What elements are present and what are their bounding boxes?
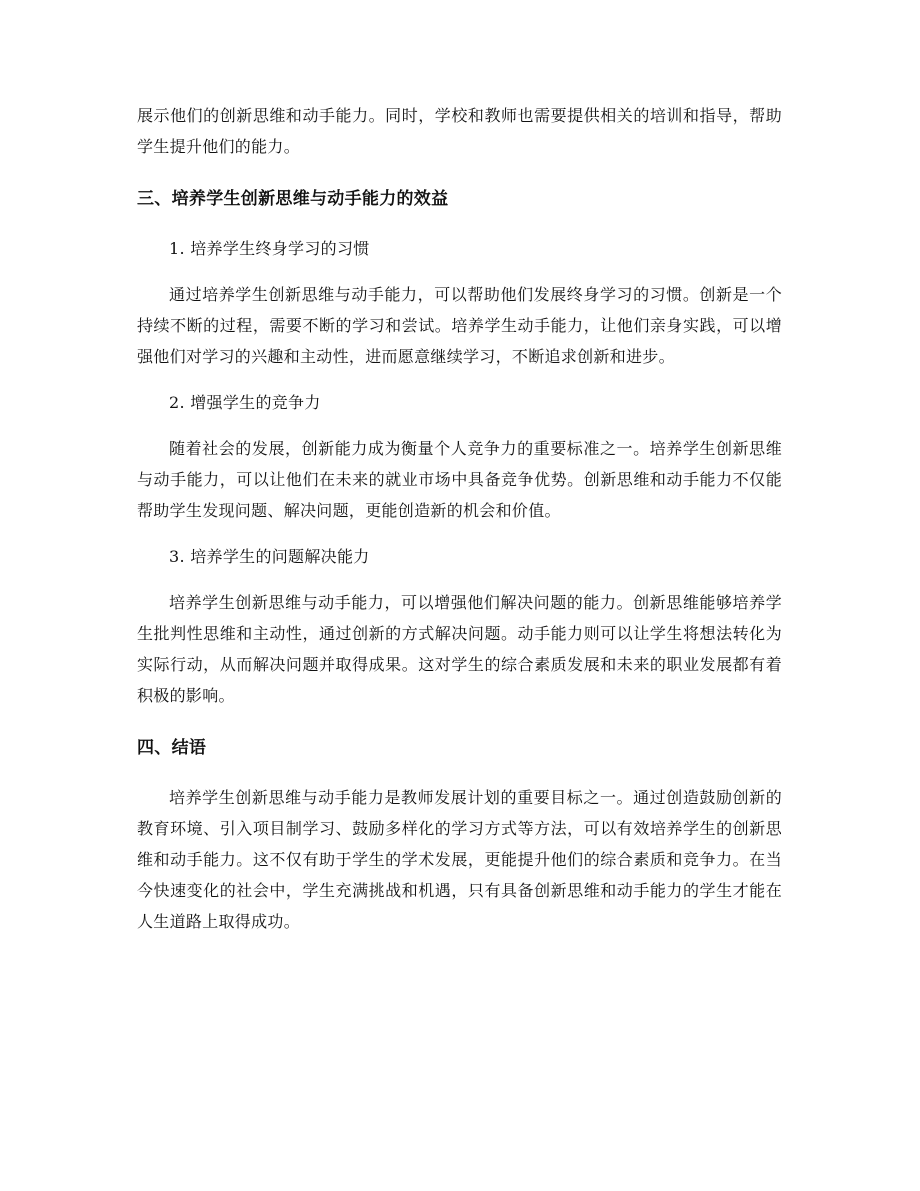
- subsection-title-lifelong-learning: 1. 培养学生终身学习的习惯: [169, 239, 370, 258]
- section-heading-conclusion: 四、结语: [137, 738, 207, 758]
- intro-paragraph: 展示他们的创新思维和动手能力。同时，学校和教师也需要提供相关的培训和指导，帮助学生提升他们的能力。: [137, 106, 782, 156]
- section-heading-benefits: 三、培养学生创新思维与动手能力的效益: [137, 189, 449, 209]
- subsection-title-competitiveness: 2. 增强学生的竞争力: [169, 393, 321, 412]
- paragraph-problem-solving: 培养学生创新思维与动手能力，可以增强他们解决问题的能力。创新思维能够培养学生批判性思维和主动性，通过创新的方式解决问题。动手能力则可以让学生将想法转化为实际行动，从而解决问题并取得成果。这对学生的综合素质发展和未来的职业发展都有着积极的影响。: [137, 593, 782, 705]
- document-content: [137, 100, 782, 937]
- paragraph-competitiveness: 随着社会的发展，创新能力成为衡量个人竞争力的重要标准之一。培养学生创新思维与动手能力，可以让他们在未来的就业市场中具备竞争优势。创新思维和动手能力不仅能帮助学生发现问题、解决问题，更能创造新的机会和价值。: [137, 439, 782, 520]
- subsection-title-problem-solving: 3. 培养学生的问题解决能力: [169, 547, 370, 566]
- paragraph-lifelong-learning: 通过培养学生创新思维与动手能力，可以帮助他们发展终身学习的习惯。创新是一个持续不断的过程，需要不断的学习和尝试。培养学生动手能力，让他们亲身实践，可以增强他们对学习的兴趣和主动性，进而愿意继续学习，不断追求创新和进步。: [137, 285, 782, 366]
- paragraph-conclusion: 培养学生创新思维与动手能力是教师发展计划的重要目标之一。通过创造鼓励创新的教育环境、引入项目制学习、鼓励多样化的学习方式等方法，可以有效培养学生的创新思维和动手能力。这不仅有助于学生的学术发展，更能提升他们的综合素质和竞争力。在当今快速变化的社会中，学生充满挑战和机遇，只有具备创新思维和动手能力的学生才能在人生道路上取得成功。: [137, 788, 782, 931]
